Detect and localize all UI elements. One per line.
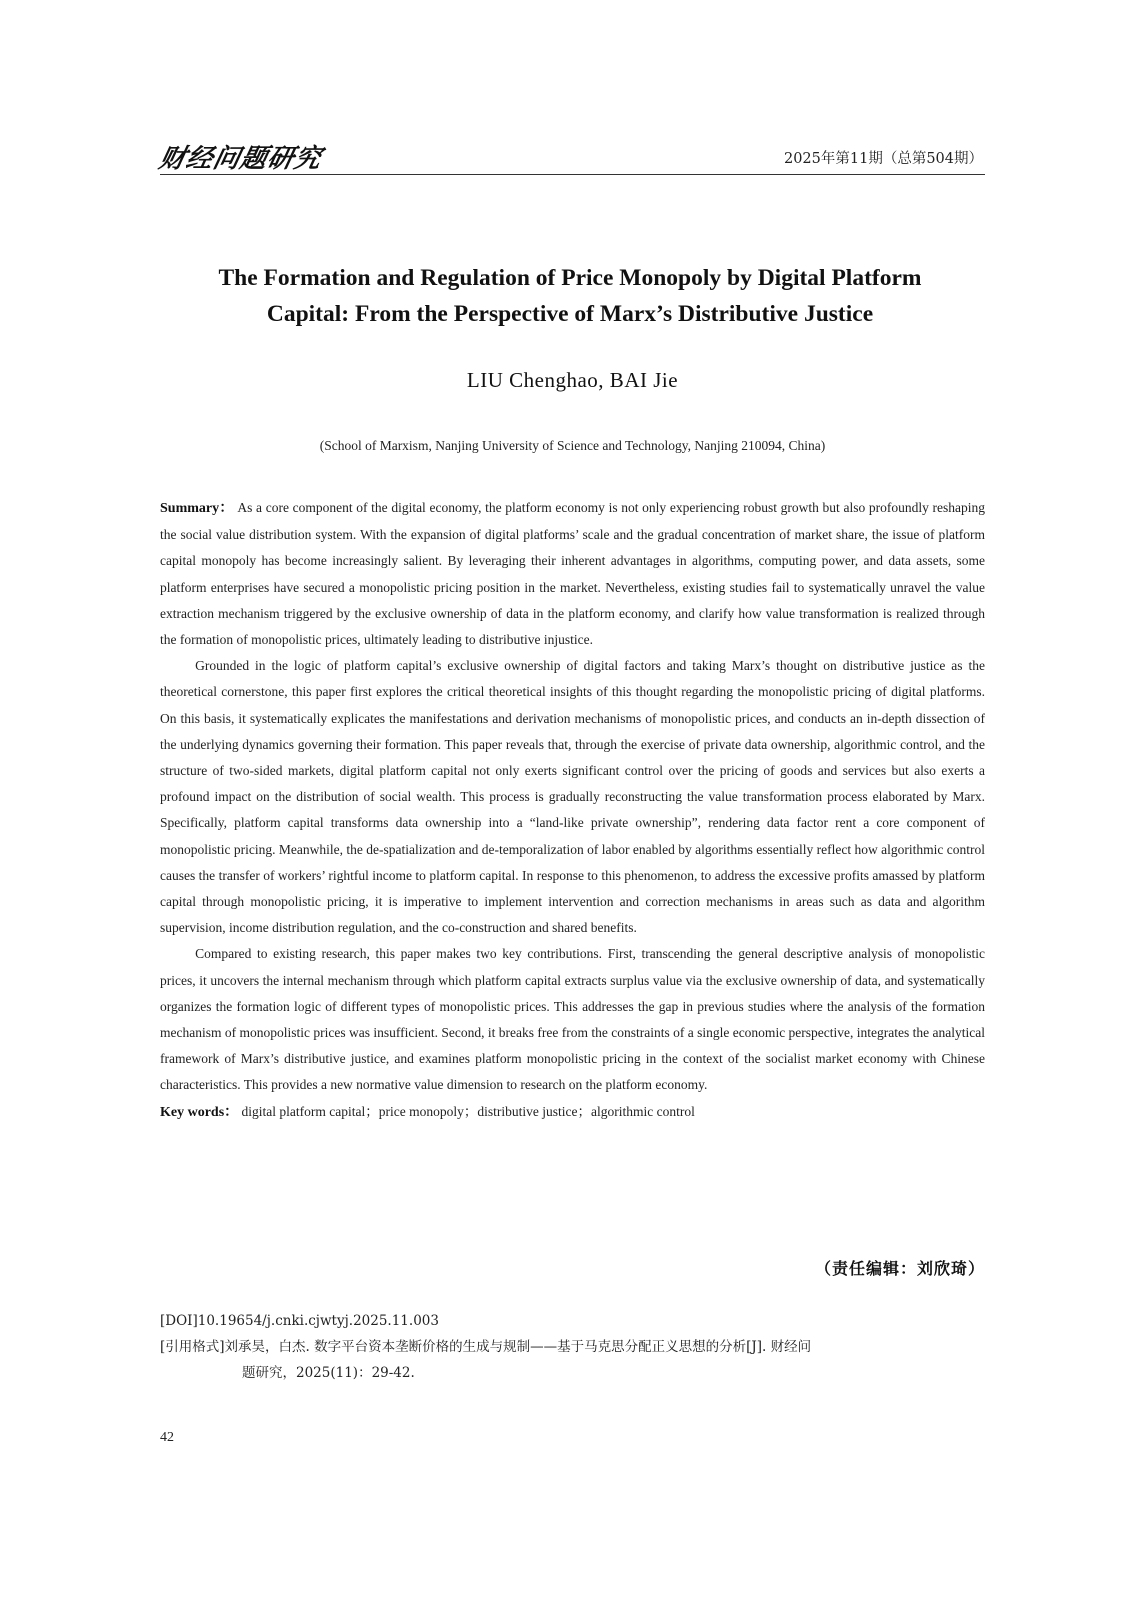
issue-info: 2025年第11期（总第504期） [783,151,983,167]
doi: [DOI]10.19654/j.cnki.cjwtyj.2025.11.003 [160,1313,439,1329]
keywords [160,1099,985,1126]
abstract [160,495,985,1126]
article-title [140,260,1000,332]
page-number: 42 [160,1430,174,1445]
references [160,1308,985,1386]
keywords-label: Key words： [160,1104,239,1120]
citation-line-1: [引用格式]刘承昊，白杰. 数字平台资本垄断价格的生成与规制——基于马克思分配正义思想的分析[J]. 财经问 [160,1339,812,1355]
title-line-2: Capital: From the Perspective of Marx’s Distributive Justice [266,301,874,327]
abstract-paragraph-1 [160,495,985,653]
responsible-editor: （责任编辑：刘欣琦） [814,1259,985,1278]
journal-logo: 财经问题研究 [156,144,325,174]
abstract-paragraph-3: Compared to existing research, this paper makes two key contributions. First, transcending the general descriptive analysis of monopolistic prices, it uncovers the internal mechanism through which platform capital extracts surplus value via the exclusive ownership of data, and systematically organizes the formation logic of different types of monopolistic prices. This addresses the gap in previous studies where the analysis of the formation mechanism of monopolistic prices was insufficient. Second, it breaks free from the constraints of a single economic perspective, integrates the analytical framework of Marx’s distributive justice, and examines platform monopolistic pricing in the context of the socialist market economy with Chinese characteristics. This provides a new normative value dimension to research on the platform economy. [160,946,985,1093]
authors: LIU Chenghao, BAI Jie [466,368,679,392]
summary-label: Summary： [160,501,234,516]
abstract-paragraph-2: Grounded in the logic of platform capital’s exclusive ownership of digital factors and taking Marx’s thought on distributive justice as the theoretical cornerstone, this paper first explores the critical theoretical insights of this thought regarding the monopolistic pricing of digital platforms. On this basis, it systematically explicates the manifestations and derivation mechanisms of monopolistic prices, and conducts an in-depth dissection of the underlying dynamics governing their formation. This paper reveals that, through the exercise of private data ownership, algorithmic control, and the structure of two-sided markets, digital platform capital not only exerts significant control over the pricing of goods and services but also exerts a profound impact on the distribution of social wealth. This process is gradually reconstructing the value transformation process elaborated by Marx. Specifically, platform capital transforms data ownership into a “land-like private ownership”, rendering data factor rent a core component of monopolistic pricing. Meanwhile, the de-spatialization and de-temporalization of labor enabled by algorithms essentially reflect how algorithmic control causes the transfer of workers’ rightful income to platform capital. In response to this phenomenon, to address the excessive profits amassed by platform capital through monopolistic pricing, it is imperative to implement intervention and correction mechanisms in areas such as data and algorithm supervision, income distribution regulation, and the co-construction and shared benefits. [160,658,985,936]
abstract-text-1: As a core component of the digital economy, the platform economy is not only experiencing robust growth but also profoundly reshaping the social value distribution system. With the expansion of digital platforms’ scale and the gradual concentration of market share, the issue of platform capital monopoly has become increasingly salient. By leveraging their inherent advantages in algorithms, computing power, and data assets, some platform enterprises have secured a monopolistic pricing position in the market. Nevertheless, existing studies fail to systematically unravel the value extraction mechanism triggered by the exclusive ownership of data in the platform economy, and clarify how value transformation is realized through the formation of monopolistic prices, ultimately leading to distributive injustice. [160,500,986,648]
running-header [156,138,985,175]
title-line-1: The Formation and Regulation of Price Monopoly by Digital Platform [218,265,922,291]
citation-line-2: 题研究，2025(11)：29-42. [242,1365,415,1381]
affiliation: (School of Marxism, Nanjing University of Science and Technology, Nanjing 210094, China) [319,438,826,453]
keywords-text: digital platform capital；price monopoly；distributive justice；algorithmic control [241,1103,695,1119]
